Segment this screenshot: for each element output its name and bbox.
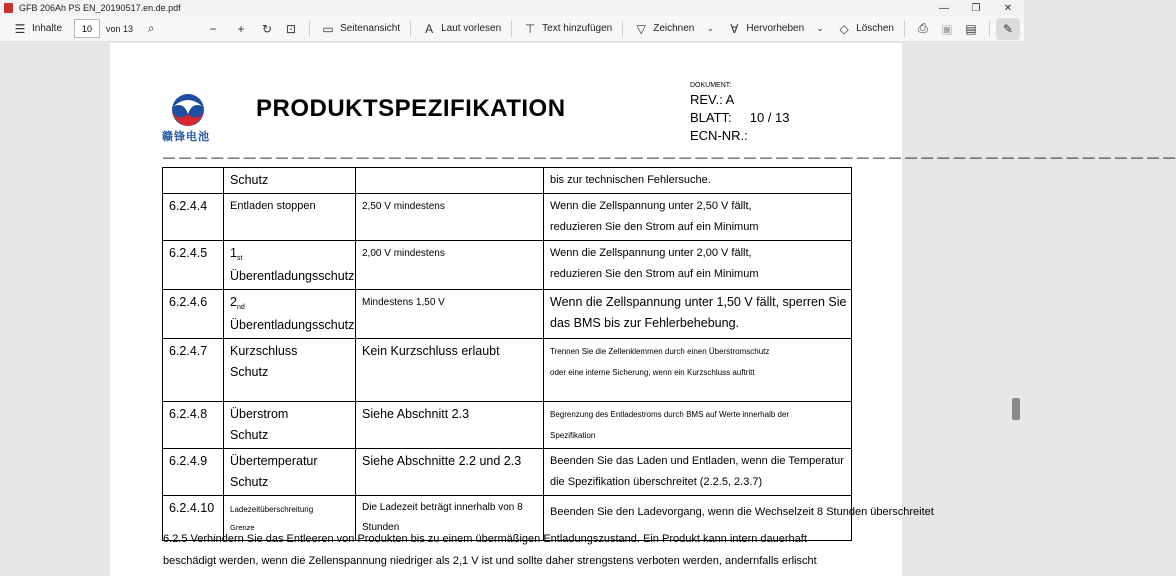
row-name-line: Übertemperatur xyxy=(230,454,318,468)
row-name-ordinal: 2 xyxy=(230,295,237,309)
window-title: GFB 206Ah PS EN_20190517.en.de.pdf xyxy=(19,3,181,13)
row-name xyxy=(224,402,356,449)
chevron-down-icon: ⌄ xyxy=(706,23,715,33)
pdf-page xyxy=(110,43,1176,576)
erase-button[interactable] xyxy=(832,18,898,40)
row-name-line: Kurzschluss xyxy=(230,344,298,358)
pen-icon: ▽ xyxy=(636,21,646,36)
row-value: Siehe Abschnitt 2.3 xyxy=(356,402,544,449)
zoom-in-button[interactable] xyxy=(229,18,253,40)
read-aloud-label: Laut vorlesen xyxy=(441,23,502,34)
print-icon: ⎙ xyxy=(918,21,928,35)
fit-page-icon: ⊡ xyxy=(286,21,297,36)
list-icon: ☰ xyxy=(14,21,26,36)
row-id: 6.2.4.4 xyxy=(163,194,224,241)
row-name-line: Überentladungsschutz xyxy=(230,269,355,283)
row-desc-line: Wenn die Zellspannung unter 2,50 V fällt, xyxy=(550,200,752,212)
row-desc xyxy=(544,194,852,241)
row-name-line: Schutz xyxy=(230,365,269,379)
row-id: 6.2.4.8 xyxy=(163,402,224,449)
row-desc-line: das BMS bis zur Fehlerbehebung. xyxy=(550,316,739,330)
row-name-line: Überstrom xyxy=(230,407,289,421)
row-id: 6.2.4.5 xyxy=(163,241,224,290)
read-aloud-button[interactable] xyxy=(417,18,505,40)
row-name-line: Schutz xyxy=(230,475,269,489)
row-value-line: Stunden xyxy=(362,522,400,533)
row-name xyxy=(224,241,356,290)
row-desc-line: reduzieren Sie den Strom auf ein Minimum xyxy=(550,268,759,280)
table-row xyxy=(163,339,852,402)
page-view-icon: ▭ xyxy=(322,21,334,36)
page-view-label: Seitenansicht xyxy=(340,23,401,34)
page-number-input[interactable] xyxy=(74,19,100,38)
search-button[interactable] xyxy=(139,18,163,40)
row-desc-line: reduzieren Sie den Strom auf ein Minimum xyxy=(550,221,759,233)
row-name-line: Schutz xyxy=(230,428,269,442)
toolbar-divider xyxy=(309,21,310,37)
pin-icon: ✎ xyxy=(1002,21,1014,36)
paragraph-line: beschädigt werden, wenn die Zellenspannung niedriger als 2,1 V ist und sollte daher strengstens verboten werden, andernfalls erlischt xyxy=(163,555,817,567)
chevron-down-icon: ⌄ xyxy=(816,23,824,33)
highlight-options-dropdown[interactable] xyxy=(808,18,832,40)
row-name-suffix: nd xyxy=(236,304,245,311)
restore-button[interactable]: ❐ xyxy=(971,2,981,14)
save-button[interactable] xyxy=(935,18,959,40)
table-row xyxy=(163,290,852,339)
revision: REV.: A xyxy=(690,92,735,107)
row-name-ordinal: 1 xyxy=(230,246,237,260)
document-meta xyxy=(690,81,789,145)
row-value-line: Die Ladezeit beträgt innerhalb von 8 xyxy=(362,502,523,513)
row-desc: bis zur technischen Fehlersuche. xyxy=(544,168,852,194)
section-paragraph xyxy=(163,528,853,572)
save-icon: ▣ xyxy=(941,21,953,36)
table-row xyxy=(163,449,852,496)
highlight-button[interactable] xyxy=(722,18,808,40)
toolbar-divider xyxy=(511,21,512,37)
fit-page-button[interactable] xyxy=(279,18,303,40)
row-name-line: Überentladungsschutz xyxy=(230,318,355,332)
search-icon: ⌕ xyxy=(147,21,155,35)
row-desc: Beenden Sie den Ladevorgang, wenn die Wechselzeit 8 Stunden überschreitet xyxy=(544,496,852,541)
contents-button[interactable] xyxy=(8,18,66,40)
row-desc xyxy=(544,290,852,339)
paragraph-line: 6.2.5 Verhindern Sie das Entleeren von Produkten bis zu einem übermäßigen Entladungszustand. Ein Produkt kann intern dauerhaft xyxy=(163,533,807,545)
document-viewer xyxy=(0,43,1176,576)
row-name: Entladen stoppen xyxy=(224,194,356,241)
toolbar xyxy=(0,16,1024,42)
zoom-out-button[interactable] xyxy=(201,18,225,40)
row-desc xyxy=(544,402,852,449)
minus-icon: − xyxy=(209,21,217,36)
document-title: PRODUKTSPEZIFIKATION xyxy=(256,95,566,122)
row-name xyxy=(224,339,356,402)
draw-label: Zeichnen xyxy=(653,23,695,34)
save-as-icon: ▤ xyxy=(965,21,977,36)
row-desc xyxy=(544,339,852,402)
highlighter-icon: ∀ xyxy=(730,21,739,36)
add-text-button[interactable] xyxy=(518,18,616,40)
add-text-label: Text hinzufügen xyxy=(542,23,613,34)
row-value xyxy=(356,168,544,194)
row-desc-line: Wenn die Zellspannung unter 2,00 V fällt, xyxy=(550,247,752,259)
row-desc-line: Wenn die Zellspannung unter 1,50 V fällt, sperren Sie xyxy=(550,295,847,309)
draw-button[interactable] xyxy=(629,18,698,40)
save-as-button[interactable] xyxy=(959,18,983,40)
row-value: Mindestens 1,50 V xyxy=(356,290,544,339)
row-name xyxy=(224,449,356,496)
ecn-number: ECN-NR.: xyxy=(690,128,748,143)
row-name-line: Ladezeitüberschreitung xyxy=(230,505,314,514)
plus-icon: + xyxy=(237,21,245,36)
row-desc-line: Spezifikation xyxy=(550,431,596,440)
header-divider: — — — — — — — — — — — — — — — — — — — — — — — — — — — — — — — — — — — — — — — — — — — — — — — — — — — — — — — — — — — — — — — xyxy=(163,150,1176,164)
row-desc-line: Beenden Sie das Laden und Entladen, wenn die Temperatur xyxy=(550,455,844,467)
row-id: 6.2.4.9 xyxy=(163,449,224,496)
draw-options-dropdown[interactable] xyxy=(698,18,722,40)
specification-table xyxy=(162,167,934,541)
document-label: DOKUMENT: xyxy=(690,82,732,89)
row-name xyxy=(224,290,356,339)
row-id xyxy=(163,168,224,194)
table-row xyxy=(163,241,852,290)
sheet-number: BLATT: 10 / 13 xyxy=(690,110,790,125)
read-aloud-icon: A xyxy=(425,21,434,36)
table-row xyxy=(163,168,852,194)
toolbar-divider xyxy=(989,21,990,37)
row-id: 6.2.4.6 xyxy=(163,290,224,339)
row-value: Kein Kurzschluss erlaubt xyxy=(356,339,544,402)
row-desc-line: oder eine interne Sicherung, wenn ein Kurzschluss auftritt xyxy=(550,368,755,377)
page-total: von 13 xyxy=(106,23,134,34)
vertical-scrollbar-thumb[interactable] xyxy=(1012,398,1020,420)
row-desc xyxy=(544,241,852,290)
row-desc-line: Begrenzung des Entladestroms durch BMS auf Werte innerhalb der xyxy=(550,410,790,419)
row-id: 6.2.4.7 xyxy=(163,339,224,402)
row-id: 6.2.4.10 xyxy=(163,496,224,541)
table-row xyxy=(163,402,852,449)
rotate-button[interactable] xyxy=(255,18,279,40)
row-name: Schutz xyxy=(224,168,356,194)
minimize-button[interactable]: — xyxy=(939,2,949,14)
page-view-button[interactable] xyxy=(316,18,404,40)
title-bar xyxy=(0,0,1024,16)
pdf-app-icon xyxy=(4,3,13,13)
row-desc-line: die Spezifikation überschreitet (2.2.5, 2.3.7) xyxy=(550,476,763,488)
toolbar-divider xyxy=(410,21,411,37)
row-name-suffix: st xyxy=(236,255,243,262)
contents-label: Inhalte xyxy=(32,23,63,34)
text-box-icon: ⊤ xyxy=(524,21,536,36)
print-button[interactable] xyxy=(911,18,935,40)
pin-toolbar-button[interactable] xyxy=(996,18,1020,40)
row-value: 2,50 V mindestens xyxy=(356,194,544,241)
row-desc-line: Trennen Sie die Zellenklemmen durch einen Überstromschutz xyxy=(550,347,770,356)
eraser-icon: ◇ xyxy=(839,21,849,36)
table-row xyxy=(163,194,852,241)
row-value: 2,00 V mindestens xyxy=(356,241,544,290)
row-value: Siehe Abschnitte 2.2 und 2.3 xyxy=(356,449,544,496)
row-desc xyxy=(544,449,852,496)
toolbar-divider xyxy=(904,21,905,37)
close-button[interactable]: ✕ xyxy=(1003,2,1013,14)
toolbar-divider xyxy=(622,21,623,37)
logo-text: 赣锋电池 xyxy=(162,131,210,143)
highlight-label: Hervorheben xyxy=(746,23,805,34)
row-name-line: Grenze xyxy=(230,523,255,532)
erase-label: Löschen xyxy=(856,23,894,34)
rotate-icon: ↻ xyxy=(262,21,273,36)
